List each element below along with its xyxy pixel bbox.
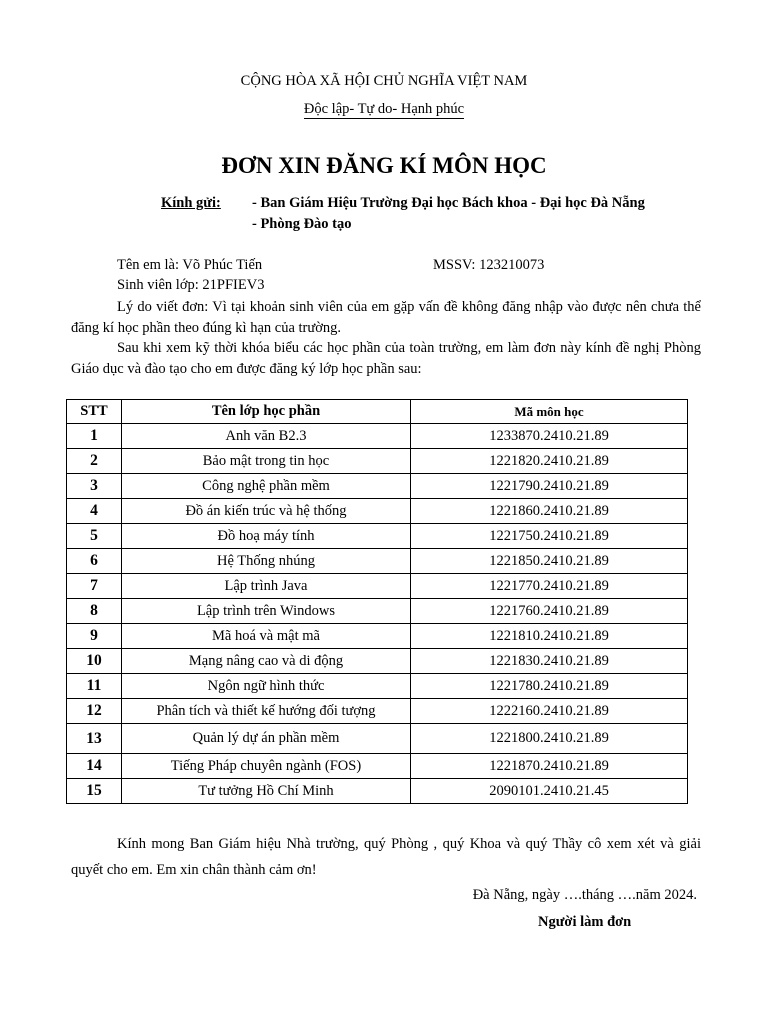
student-class: Sinh viên lớp: 21PFIEV3 bbox=[117, 277, 265, 293]
row-course-name: Ngôn ngữ hình thức bbox=[122, 674, 411, 699]
table-row bbox=[67, 574, 688, 599]
recipient-line-2: - Phòng Đào tạo bbox=[252, 216, 352, 232]
table-row bbox=[67, 499, 688, 524]
table-row bbox=[67, 779, 688, 804]
row-course-name: Tư tưởng Hồ Chí Minh bbox=[122, 779, 411, 804]
row-course-code: 1221870.2410.21.89 bbox=[411, 754, 688, 779]
row-course-name: Phân tích và thiết kế hướng đối tượng bbox=[122, 699, 411, 724]
row-course-code: 1222160.2410.21.89 bbox=[411, 699, 688, 724]
row-course-name: Mã hoá và mật mã bbox=[122, 624, 411, 649]
table-row bbox=[67, 599, 688, 624]
row-stt: 5 bbox=[67, 524, 122, 549]
row-course-name: Bảo mật trong tin học bbox=[122, 449, 411, 474]
row-course-code: 1221760.2410.21.89 bbox=[411, 599, 688, 624]
table-row bbox=[67, 674, 688, 699]
row-stt: 2 bbox=[67, 449, 122, 474]
row-stt: 13 bbox=[67, 724, 122, 754]
row-stt: 3 bbox=[67, 474, 122, 499]
student-name: Tên em là: Võ Phúc Tiến bbox=[117, 257, 263, 273]
row-course-code: 1221800.2410.21.89 bbox=[411, 724, 688, 754]
row-course-name: Quản lý dự án phần mềm bbox=[122, 724, 411, 754]
row-stt: 9 bbox=[67, 624, 122, 649]
row-stt: 6 bbox=[67, 549, 122, 574]
row-course-code: 1221780.2410.21.89 bbox=[411, 674, 688, 699]
row-course-code: 1221750.2410.21.89 bbox=[411, 524, 688, 549]
request-paragraph: Sau khi xem kỹ thời khóa biểu các học phần của toàn trường, em làm đơn này kính đề nghị Phòng Giáo dục và đào tạo cho em được đăng ký lớp học phần sau: bbox=[71, 340, 701, 377]
table-row bbox=[67, 424, 688, 449]
row-stt: 12 bbox=[67, 699, 122, 724]
row-course-name: Mạng nâng cao và di động bbox=[122, 649, 411, 674]
nation-header: CỘNG HÒA XÃ HỘI CHỦ NGHĨA VIỆT NAM bbox=[240, 73, 528, 89]
motto bbox=[0, 101, 768, 118]
table-row bbox=[67, 624, 688, 649]
row-stt: 11 bbox=[67, 674, 122, 699]
recipient-label: Kính gửi: bbox=[161, 195, 221, 211]
document-title: ĐƠN XIN ĐĂNG KÍ MÔN HỌC bbox=[221, 153, 547, 178]
row-course-code: 1221820.2410.21.89 bbox=[411, 449, 688, 474]
row-course-code: 2090101.2410.21.45 bbox=[411, 779, 688, 804]
row-stt: 10 bbox=[67, 649, 122, 674]
reason-paragraph: Lý do viết đơn: Vì tại khoản sinh viên của em gặp vấn đề không đăng nhập vào được nên chưa thể đăng kí học phần theo đúng kì hạn của trường. bbox=[71, 299, 701, 336]
row-course-name: Công nghệ phần mềm bbox=[122, 474, 411, 499]
row-course-name: Tiếng Pháp chuyên ngành (FOS) bbox=[122, 754, 411, 779]
table-header-row bbox=[67, 400, 688, 424]
table-row bbox=[67, 649, 688, 674]
table-row bbox=[67, 474, 688, 499]
signer-label: Người làm đơn bbox=[538, 914, 632, 930]
table-row bbox=[67, 699, 688, 724]
table-row bbox=[67, 549, 688, 574]
closing-paragraph: Kính mong Ban Giám hiệu Nhà trường, quý Phòng , quý Khoa và quý Thầy cô xem xét và giải quyết cho em. Em xin chân thành cảm ơn! bbox=[71, 836, 701, 878]
row-course-code: 1221790.2410.21.89 bbox=[411, 474, 688, 499]
row-stt: 1 bbox=[67, 424, 122, 449]
motto-text: Độc lập- Tự do- Hạnh phúc bbox=[303, 101, 465, 117]
table-row bbox=[67, 754, 688, 779]
row-course-code: 1233870.2410.21.89 bbox=[411, 424, 688, 449]
row-course-name: Lập trình Java bbox=[122, 574, 411, 599]
recipient-line-1: - Ban Giám Hiệu Trường Đại học Bách khoa - Đại học Đà Nẵng bbox=[252, 195, 645, 211]
table-row bbox=[67, 449, 688, 474]
table-row bbox=[67, 524, 688, 549]
date-line: Đà Nẵng, ngày ….tháng ….năm 2024. bbox=[472, 887, 697, 903]
row-course-code: 1221770.2410.21.89 bbox=[411, 574, 688, 599]
row-stt: 4 bbox=[67, 499, 122, 524]
course-table bbox=[66, 399, 688, 804]
row-course-code: 1221860.2410.21.89 bbox=[411, 499, 688, 524]
row-course-name: Hệ Thống nhúng bbox=[122, 549, 411, 574]
header-course-code: Mã môn học bbox=[411, 400, 688, 424]
row-course-code: 1221810.2410.21.89 bbox=[411, 624, 688, 649]
header-stt: STT bbox=[67, 400, 122, 424]
row-course-code: 1221830.2410.21.89 bbox=[411, 649, 688, 674]
row-course-name: Đồ án kiến trúc và hệ thống bbox=[122, 499, 411, 524]
header-course-name: Tên lớp học phần bbox=[122, 400, 411, 424]
row-stt: 14 bbox=[67, 754, 122, 779]
row-course-name: Lập trình trên Windows bbox=[122, 599, 411, 624]
row-course-code: 1221850.2410.21.89 bbox=[411, 549, 688, 574]
row-stt: 15 bbox=[67, 779, 122, 804]
student-id: MSSV: 123210073 bbox=[433, 257, 545, 273]
row-stt: 7 bbox=[67, 574, 122, 599]
row-course-name: Anh văn B2.3 bbox=[122, 424, 411, 449]
row-course-name: Đồ hoạ máy tính bbox=[122, 524, 411, 549]
row-stt: 8 bbox=[67, 599, 122, 624]
table-row bbox=[67, 724, 688, 754]
